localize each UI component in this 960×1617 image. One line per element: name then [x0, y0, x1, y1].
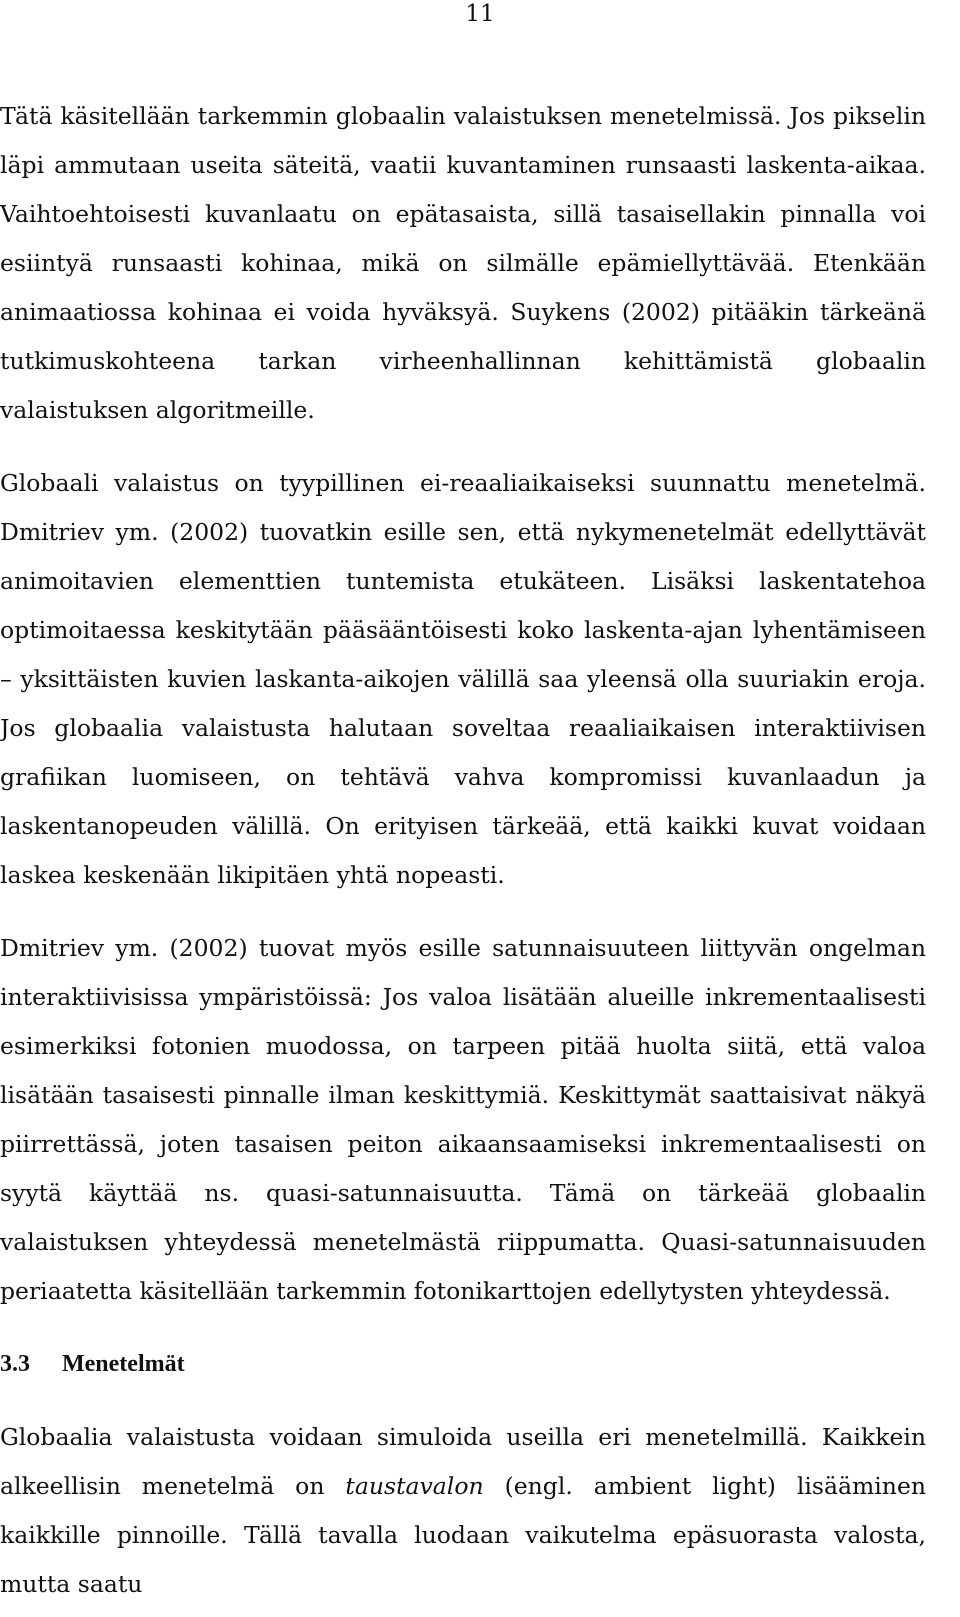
emphasis-term: taustavalon [345, 1472, 484, 1500]
paragraph-noise: Tätä käsitellään tarkemmin globaalin valaistuksen menetelmissä. Jos pikselin läpi ammutaan useita säteitä, vaatii kuvantaminen runsaasti laskenta-aikaa. Vaihtoehtoisesti kuvanlaatu on epätasaista, sillä tasaisellakin pinnalla voi esiintyä runsaasti kohinaa, mikä on silmälle epämiellyttävää. Etenkään animaatiossa kohinaa ei voida hyväksyä. Suykens (2002) pitääkin tärkeänä tutkimuskohteena tarkan virheenhallinnan kehittämistä globaalin valaistuksen algoritmeille. [0, 102, 926, 424]
section-title: Menetelmät [62, 1351, 185, 1377]
methods-text-end: (engl. ambient light) lisääminen kaikkille pinnoille. Tällä tavalla luodaan vaikutelma epäsuorasta valosta, mutta saatu [0, 1472, 926, 1598]
page-number: 11 [465, 1, 495, 27]
section-number: 3.3 [0, 1351, 30, 1377]
paragraph-randomness: Dmitriev ym. (2002) tuovat myös esille satunnaisuuteen liittyvän ongelman interaktiivisissa ympäristöissä: Jos valoa lisätään alueille inkrementaalisesti esimerkiksi fotonien muodossa, on tarpeen pitää huolta siitä, että valoa lisätään tasaisesti pinnalle ilman keskittymiä. Keskittymät saattaisivat näkyä piirrettässä, joten tasaisen peiton aikaansaamiseksi inkrementaalisesti on syytä käyttää ns. quasi-satunnaisuutta. Tämä on tärkeää globaalin valaistuksen yhteydessä menetelmästä riippumatta. Quasi-satunnaisuuden periaatetta käsitellään tarkemmin fotonikarttojen edellytysten yhteydessä. [0, 934, 926, 1305]
paragraph-realtime: Globaali valaistus on tyypillinen ei-reaaliaikaiseksi suunnattu menetelmä. Dmitriev ym. (2002) tuovatkin esille sen, että nykymenetelmät edellyttävät animoitavien elementtien tuntemista etukäteen. Lisäksi laskentatehoa optimoitaessa keskitytään pääsääntöisesti koko laskenta-ajan lyhentämiseen – yksittäisten kuvien laskanta-aikojen välillä saa yleensä olla suuriakin eroja. Jos globaalia valaistusta halutaan soveltaa reaaliaikaisen interaktiivisen grafiikan luomiseen, on tehtävä vahva kompromissi kuvanlaadun ja laskentanopeuden välillä. On erityisen tärkeää, että kaikki kuvat voidaan laskea keskenään likipitäen yhtä nopeasti. [0, 469, 926, 889]
paragraph-methods [0, 1413, 926, 1609]
document-body [0, 92, 926, 1609]
section-heading [0, 1340, 926, 1389]
methods-text-start: Globaalia valaistusta voidaan simuloida useilla eri menetelmillä. Kaikkein alkeellisin menetelmä on [0, 1423, 926, 1500]
